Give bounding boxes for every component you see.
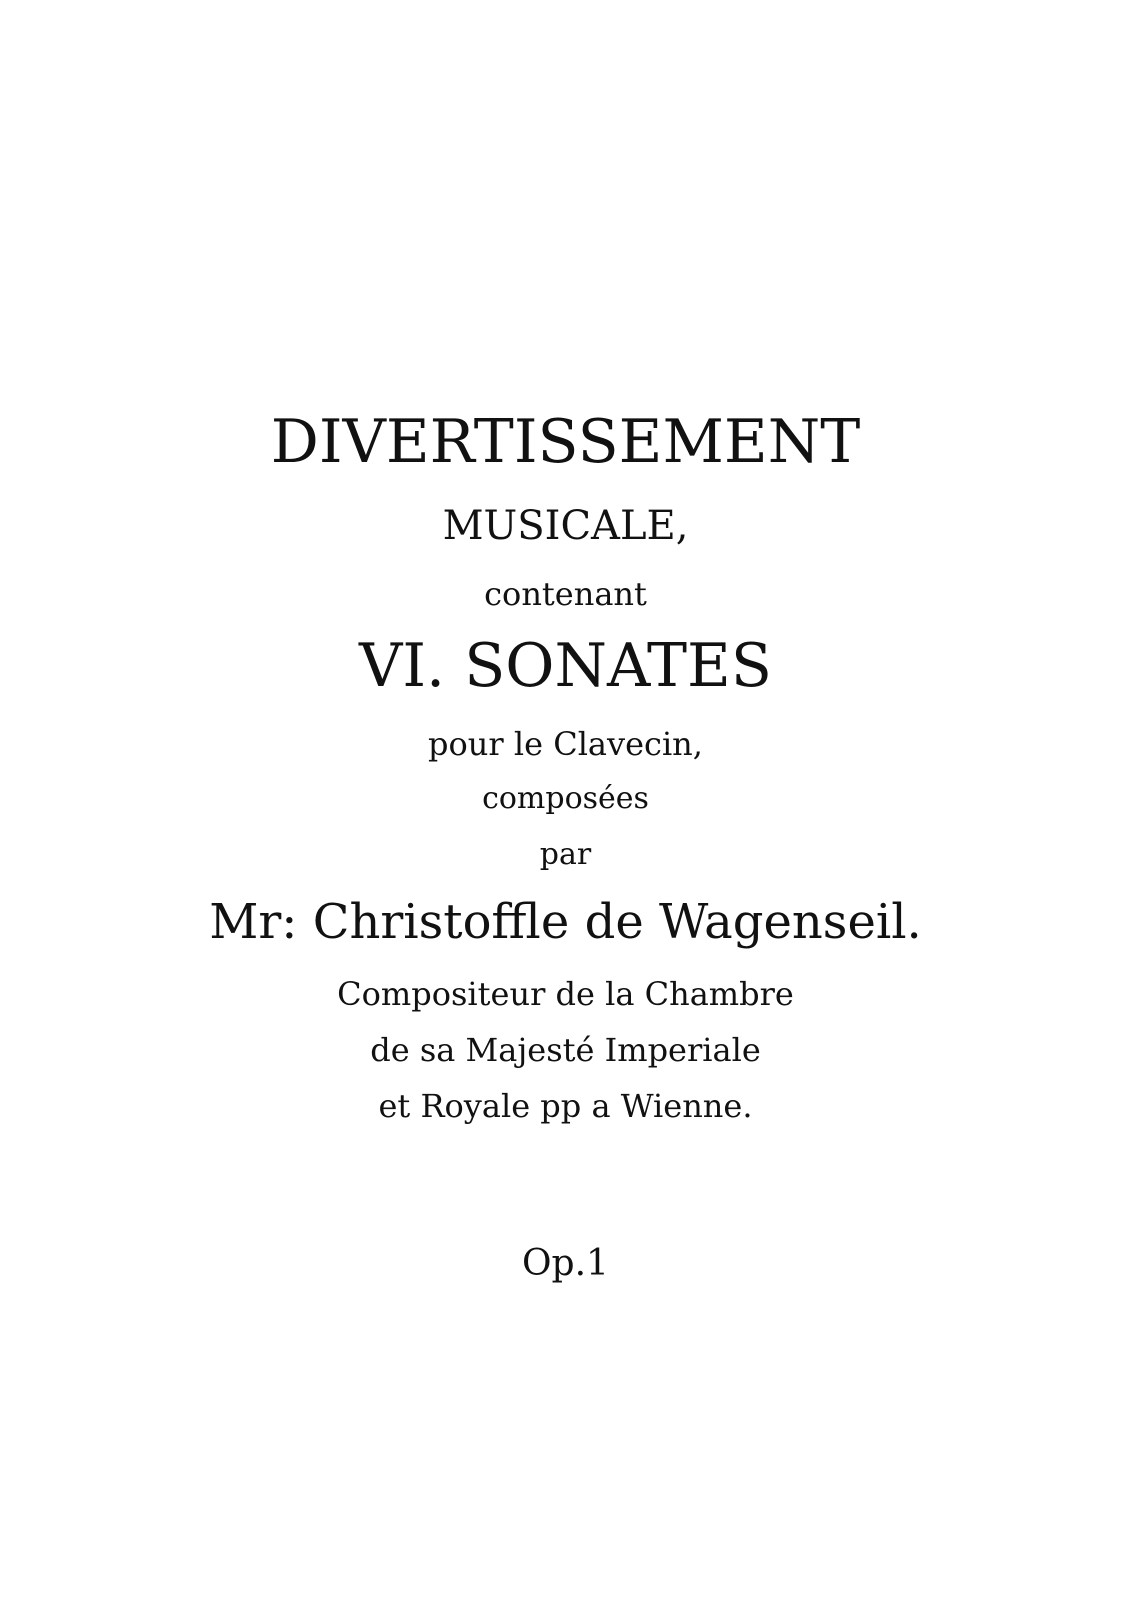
composer-name: Mr: Christoffle de Wagenseil.: [209, 894, 922, 950]
composer-position-line-3: et Royale pp a Wienne.: [378, 1087, 753, 1125]
instrument-text: pour le Clavecin,: [428, 725, 703, 763]
opus-number: Op.1: [522, 1243, 609, 1284]
composees-text: composées: [482, 781, 649, 816]
sonates-heading: VI. SONATES: [359, 631, 772, 701]
composer-position-line-1: Compositeur de la Chambre: [337, 975, 794, 1013]
work-title: DIVERTISSEMENT: [270, 407, 861, 477]
work-subtitle: MUSICALE,: [442, 503, 689, 549]
contenant-text: contenant: [484, 575, 647, 613]
par-text: par: [539, 837, 592, 872]
composer-position-line-2: de sa Majesté Imperiale: [370, 1031, 761, 1069]
